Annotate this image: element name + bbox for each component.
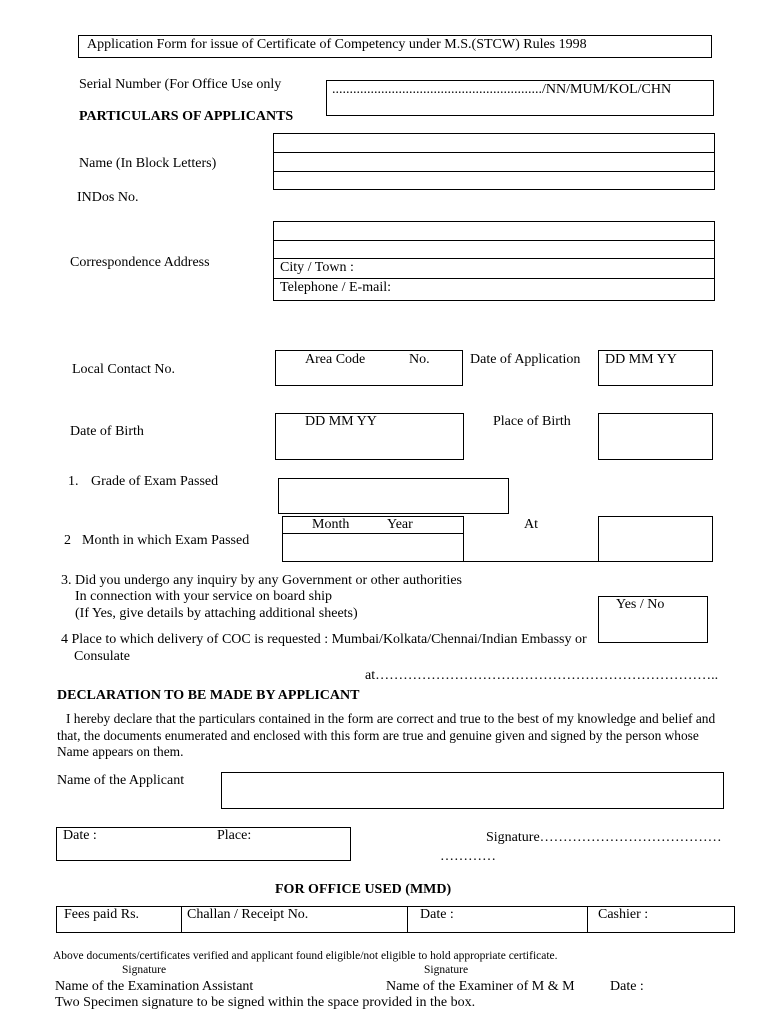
challan-label: Challan / Receipt No. bbox=[187, 907, 309, 922]
name-label: Name (In Block Letters) bbox=[79, 156, 217, 171]
name-field[interactable] bbox=[273, 133, 715, 190]
office-table-divider-1 bbox=[181, 906, 182, 933]
date-of-birth-format: DD MM YY bbox=[305, 414, 377, 429]
telephone-label: Telephone / E-mail: bbox=[280, 280, 391, 295]
office-heading: FOR OFFICE USED (MMD) bbox=[275, 882, 452, 897]
q4-line-1: 4 Place to which delivery of COC is requested : Mumbai/Kolkata/Chennai/Indian Embassy or bbox=[61, 632, 587, 647]
address-divider-1 bbox=[273, 240, 715, 241]
office-date-label: Date : bbox=[420, 907, 454, 922]
declaration-date-label: Date : bbox=[63, 828, 97, 843]
verified-text: Above documents/certificates verified and applicant found eligible/not eligible to hold appropriate certificate. bbox=[53, 950, 558, 962]
cashier-label: Cashier : bbox=[598, 907, 649, 922]
q3-line-3: (If Yes, give details by attaching additional sheets) bbox=[75, 606, 358, 621]
date-of-application-format: DD MM YY bbox=[605, 352, 677, 367]
address-divider-3 bbox=[273, 278, 715, 279]
serial-number-label: Serial Number (For Office Use only bbox=[79, 77, 282, 92]
form-title: Application Form for issue of Certificate of Competency under M.S.(STCW) Rules 1998 bbox=[87, 37, 587, 52]
exam-month-year-box[interactable] bbox=[282, 516, 464, 562]
month-label: Month bbox=[312, 517, 350, 532]
city-label: City / Town : bbox=[280, 260, 354, 275]
exam-at-label: At bbox=[524, 517, 538, 532]
q1-label: Grade of Exam Passed bbox=[91, 474, 219, 489]
q1-number: 1. bbox=[68, 474, 79, 489]
yes-no-label: Yes / No bbox=[616, 597, 665, 612]
specimen-text: Two Specimen signature to be signed within the space provided in the box. bbox=[55, 995, 476, 1010]
address-label: Correspondence Address bbox=[70, 255, 210, 270]
signature-line[interactable]: Signature………………………………… bbox=[486, 830, 722, 845]
q3-line-2: In connection with your service on board ship bbox=[75, 589, 332, 604]
address-divider-2 bbox=[273, 258, 715, 259]
applicant-name-label: Name of the Applicant bbox=[57, 773, 185, 788]
local-contact-label: Local Contact No. bbox=[72, 362, 176, 377]
exam-month-year-divider bbox=[282, 533, 464, 534]
q3-line-1: 3. Did you undergo any inquiry by any Government or other authorities bbox=[61, 573, 462, 588]
exam-assistant-label: Name of the Examination Assistant bbox=[55, 979, 254, 994]
name-field-divider-2 bbox=[273, 171, 715, 172]
examiner-label: Name of the Examiner of M & M bbox=[386, 979, 575, 994]
applicant-name-box[interactable] bbox=[221, 772, 724, 809]
q4-line-2: Consulate bbox=[74, 649, 130, 664]
local-contact-box[interactable] bbox=[275, 350, 463, 386]
declaration-place-label: Place: bbox=[217, 828, 252, 843]
contact-no-label: No. bbox=[409, 352, 430, 367]
grade-of-exam-box[interactable] bbox=[278, 478, 509, 514]
indos-label: INDos No. bbox=[77, 190, 139, 205]
q2-label: Month in which Exam Passed bbox=[82, 533, 250, 548]
date-of-birth-label: Date of Birth bbox=[70, 424, 144, 439]
declaration-line-3: Name appears on them. bbox=[57, 744, 184, 759]
office-table-divider-3 bbox=[587, 906, 588, 933]
signature-label-1: Signature bbox=[122, 964, 167, 976]
declaration-line-2: that, the documents enumerated and enclosed with this form are true and genuine given and signed by the person whose bbox=[57, 728, 699, 743]
office-date-label-2: Date : bbox=[610, 979, 644, 994]
exam-row-bottom bbox=[464, 561, 599, 562]
q2-number: 2 bbox=[64, 533, 71, 548]
office-table-divider-2 bbox=[407, 906, 408, 933]
delivery-at-dots[interactable]: at……………………………………………………………….. bbox=[365, 668, 719, 683]
area-code-label: Area Code bbox=[305, 352, 366, 367]
place-of-birth-box[interactable] bbox=[598, 413, 713, 460]
year-label: Year bbox=[387, 517, 413, 532]
signature-dots: ………… bbox=[440, 849, 496, 864]
declaration-heading: DECLARATION TO BE MADE BY APPLICANT bbox=[57, 688, 360, 703]
fees-paid-label: Fees paid Rs. bbox=[64, 907, 140, 922]
place-of-birth-label: Place of Birth bbox=[493, 414, 571, 429]
serial-number-value: ............................................................/NN/MUM/KOL/CHN bbox=[332, 82, 672, 97]
particulars-heading: PARTICULARS OF APPLICANTS bbox=[79, 109, 294, 124]
declaration-line-1: I hereby declare that the particulars contained in the form are correct and true to the best of my knowledge and belief and bbox=[66, 711, 716, 726]
date-place-box[interactable] bbox=[56, 827, 351, 861]
date-of-application-label: Date of Application bbox=[470, 352, 581, 367]
name-field-divider-1 bbox=[273, 152, 715, 153]
signature-label-2: Signature bbox=[424, 964, 469, 976]
exam-place-box[interactable] bbox=[598, 516, 713, 562]
